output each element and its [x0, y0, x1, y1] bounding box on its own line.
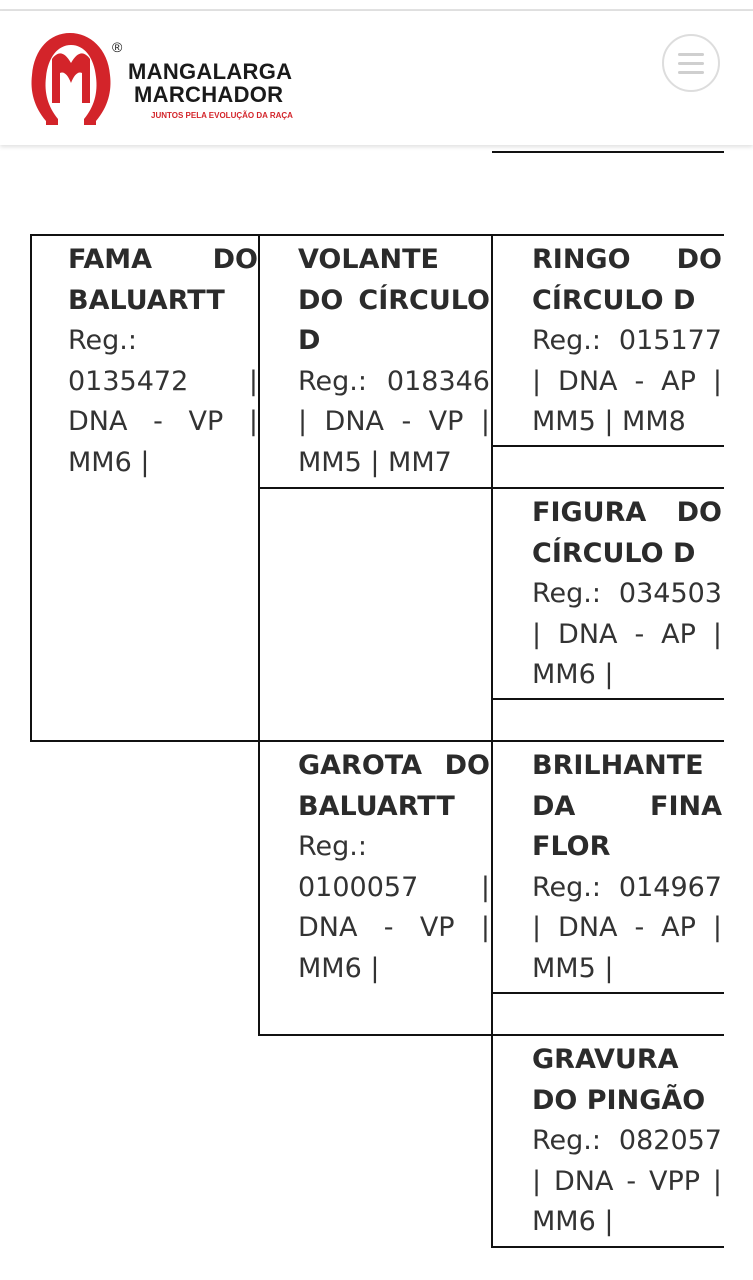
tree-line: [30, 234, 32, 742]
tree-line: [492, 445, 724, 447]
brand-name-line2: MARCHADOR: [134, 82, 284, 107]
tree-line: [492, 1246, 724, 1248]
menu-bar: [678, 53, 704, 56]
tree-line: [492, 698, 724, 700]
menu-bar: [678, 62, 704, 65]
tree-line: [30, 234, 724, 236]
pedigree-grandparent-card[interactable]: [532, 1040, 722, 1243]
animal-registration: Reg.: 018346 | DNA - VP | MM5 | MM7: [298, 365, 490, 478]
pedigree-grandparent-card[interactable]: [532, 493, 722, 696]
menu-bar: [678, 71, 704, 74]
horseshoe-m-logo-icon: [28, 29, 118, 129]
animal-name: GRAVURA DO PINGÃO: [532, 1044, 706, 1116]
animal-registration: Reg.: 015177 | DNA - AP | MM5 | MM8: [532, 325, 722, 437]
animal-registration: Reg.: 0100057 | DNA - VP | MM6 |: [298, 831, 490, 984]
pedigree-grandparent-card[interactable]: [532, 240, 722, 443]
brand-name-line1: MANGALARGA: [128, 59, 293, 84]
animal-registration: Reg.: 0135472 | DNA - VP | MM6 |: [68, 325, 258, 478]
tree-line: [30, 740, 724, 742]
registered-mark: ®: [112, 39, 123, 55]
animal-registration: Reg.: 014967 | DNA - AP | MM5 |: [532, 871, 722, 984]
animal-name: GAROTA DO BALUARTT: [298, 750, 490, 822]
animal-name: BRILHANTE DA FINA FLOR: [532, 750, 722, 862]
site-header: [0, 11, 753, 145]
hamburger-menu-icon[interactable]: [662, 34, 720, 92]
tree-line: [492, 992, 724, 994]
tree-line: [492, 151, 724, 153]
animal-name: RINGO DO CÍRCULO D: [532, 244, 722, 316]
pedigree-dam-card[interactable]: [298, 746, 490, 989]
pedigree-grandparent-card[interactable]: [532, 746, 722, 989]
animal-registration: Reg.: 034503 | DNA - AP | MM6 |: [532, 578, 722, 690]
animal-name: FIGURA DO CÍRCULO D: [532, 497, 722, 569]
animal-registration: Reg.: 082057 | DNA - VPP | MM6 |: [532, 1125, 722, 1237]
pedigree-sire-card[interactable]: [298, 240, 490, 483]
pedigree-animal-card[interactable]: [68, 240, 258, 483]
animal-name: FAMA DO BALUARTT: [68, 244, 258, 316]
site-logo[interactable]: [28, 29, 328, 129]
tree-line: [258, 234, 260, 1036]
brand-tagline: JUNTOS PELA EVOLUÇÃO DA RAÇA: [151, 111, 293, 120]
tree-line: [258, 487, 724, 489]
tree-line: [258, 1034, 724, 1036]
animal-name: VOLANTE DO CÍRCULO D: [298, 244, 490, 356]
